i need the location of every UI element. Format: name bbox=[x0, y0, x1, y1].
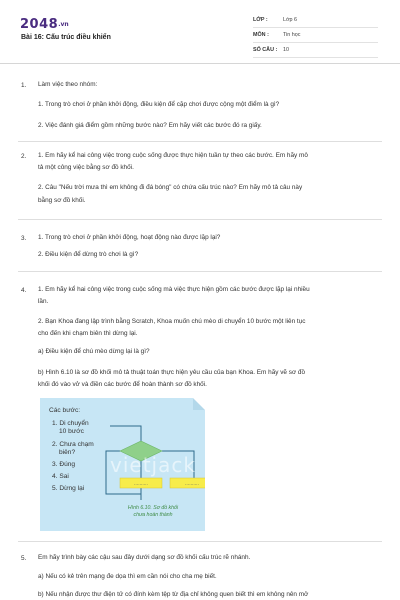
placeholder-dots: .......... bbox=[134, 481, 148, 487]
question-line: Em hãy trình bày các cậu sau đây dưới dạng sơ đồ khối cấu trúc rẽ nhánh. bbox=[38, 554, 251, 561]
meta-value: 10 bbox=[283, 47, 289, 53]
meta-row-subject bbox=[253, 28, 378, 43]
question-line: tả một công việc bằng sơ đồ khối. bbox=[38, 164, 134, 171]
caption-line: Hình 6.10. Sơ đồ khối bbox=[127, 505, 179, 511]
meta-row-class bbox=[253, 13, 378, 28]
figure-step: biên? bbox=[59, 449, 76, 456]
meta-key: MÔN : bbox=[253, 32, 269, 38]
question-line: 2. Việc đánh giá điểm gồm những bước nào? Em hãy viết các bước đó ra giấy. bbox=[38, 122, 262, 129]
question-number: 5. bbox=[21, 555, 27, 562]
meta-table bbox=[253, 13, 378, 58]
question-line: bằng sơ đồ khối. bbox=[38, 197, 86, 204]
question-line: a) Nếu có kẻ trên mạng đe dọa thì em cần nói cho cha mẹ biết. bbox=[38, 573, 217, 580]
question-number: 3. bbox=[21, 235, 27, 242]
meta-value: Tin học bbox=[283, 32, 301, 38]
divider bbox=[18, 219, 382, 220]
question-number: 2. bbox=[21, 153, 27, 160]
divider bbox=[18, 541, 382, 542]
meta-row-count bbox=[253, 43, 378, 58]
figure-step: 3. Đúng bbox=[52, 461, 76, 468]
question-line: 1. Em hãy kể hai công việc trong cuộc sống mà việc thực hiện gồm các bước được lặp lại nhiều bbox=[38, 286, 310, 293]
question-line: a) Điều kiện để chú mèo dừng lại là gì? bbox=[38, 348, 150, 355]
watermark-text: vietjack bbox=[110, 453, 196, 477]
question-line: lần. bbox=[38, 298, 49, 305]
question-line: khối đó vào vở và điền các bước để hoàn thành sơ đồ khối. bbox=[38, 381, 207, 388]
question-number: 1. bbox=[21, 82, 27, 89]
question-line: cho đến khi chạm biên thì dừng lại. bbox=[38, 330, 138, 337]
figure-step: 1. Di chuyển bbox=[52, 420, 89, 427]
lesson-title: Bài 16: Cấu trúc điều khiển bbox=[21, 34, 111, 41]
meta-key: LỚP : bbox=[253, 17, 268, 23]
divider bbox=[18, 271, 382, 272]
question-number: 4. bbox=[21, 287, 27, 294]
logo-main: 2048 bbox=[20, 17, 59, 32]
figure-title: Các bước: bbox=[49, 407, 81, 414]
figure-caption bbox=[113, 505, 193, 519]
figure-step: 5. Dừng lại bbox=[52, 485, 85, 492]
divider bbox=[18, 141, 382, 142]
question-line: b) Hình 6.10 là sơ đồ khối mô tả thuật toán thực hiện yêu cầu của bạn Khoa. Em hãy vẽ sơ đồ bbox=[38, 369, 306, 376]
question-line: 2. Bạn Khoa đang lập trình bằng Scratch, Khoa muốn chú mèo di chuyển 10 bước một liên tục bbox=[38, 318, 306, 325]
question-line: Làm việc theo nhóm: bbox=[38, 81, 98, 88]
question-line: 1. Trong trò chơi ở phần khởi động, hoạt động nào được lặp lại? bbox=[38, 234, 221, 241]
flowchart-figure bbox=[40, 398, 205, 531]
question-line: 1. Trong trò chơi ở phần khởi động, điều kiện để cặp chơi được cộng một điểm là gì? bbox=[38, 101, 280, 108]
meta-value: Lớp 6 bbox=[283, 17, 298, 23]
page-header bbox=[0, 0, 400, 64]
placeholder-dots: .......... bbox=[185, 481, 199, 487]
question-line: 1. Em hãy kể hai công việc trong cuộc sống được thực hiện tuần tự theo các bước. Em hãy mô bbox=[38, 152, 308, 159]
site-logo[interactable] bbox=[20, 17, 69, 32]
question-line: b) Nếu nhận được thư điện tử có đính kèm tệp từ địa chỉ không quen biết thì em không nên mở bbox=[38, 591, 309, 598]
question-line: 2. Điều kiện để dừng trò chơi là gì? bbox=[38, 251, 139, 258]
figure-step: 4. Sai bbox=[52, 473, 69, 480]
meta-key: SỐ CÂU : bbox=[253, 47, 278, 53]
flow-arrow bbox=[110, 426, 141, 441]
caption-line: chưa hoàn thành bbox=[133, 512, 173, 518]
question-line: 2. Câu "Nếu trời mưa thì em không đi đá bóng" có chứa cấu trúc nào? Em hãy mô tả câu này bbox=[38, 184, 303, 191]
figure-step: 10 bước bbox=[59, 428, 84, 435]
logo-suffix: .vn bbox=[58, 21, 69, 28]
figure-step: 2. Chưa chạm bbox=[52, 441, 94, 448]
